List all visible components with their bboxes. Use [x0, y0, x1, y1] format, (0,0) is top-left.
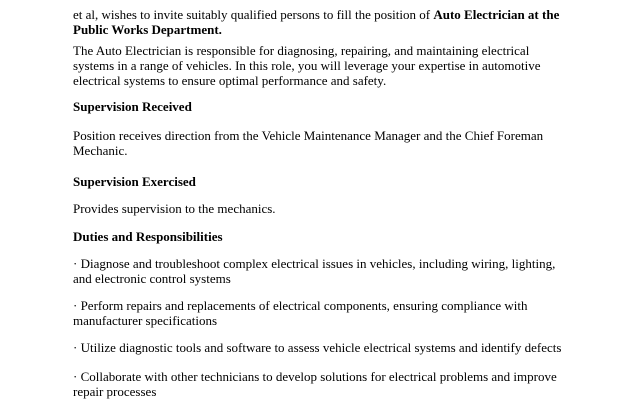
intro-paragraph — [73, 0, 563, 37]
summary-paragraph: The Auto Electrician is responsible for diagnosing, repairing, and maintaining electrical systems in a range of vehicles. In this role, you will leverage your expertise in automotive electrical systems to ensure optimal performance and safety. — [73, 43, 541, 88]
duty-item: · Diagnose and troubleshoot complex electrical issues in vehicles, including wiring, lighting, and electronic control systems — [73, 256, 556, 286]
duty-item: · Utilize diagnostic tools and software to assess vehicle electrical systems and identify defects — [73, 340, 562, 355]
intro-line-1-text: et al, wishes to invite suitably qualified persons to fill the position of — [73, 7, 434, 22]
supervision-exercised-text: Provides supervision to the mechanics. — [73, 201, 276, 216]
supervision-received-heading: Supervision Received — [73, 99, 192, 114]
intro-line-1 — [73, 7, 563, 22]
duty-item: · Perform repairs and replacements of electrical components, ensuring compliance with manufacturer specifications — [73, 298, 528, 328]
department-name: Public Works Department. — [73, 22, 222, 37]
supervision-exercised-heading: Supervision Exercised — [73, 174, 196, 189]
intro-line-0 — [73, 0, 563, 7]
supervision-received-text: Position receives direction from the Vehicle Maintenance Manager and the Chief Foreman Mechanic. — [73, 128, 544, 158]
position-title: Auto Electrician at the — [433, 7, 560, 22]
duties-heading: Duties and Responsibilities — [73, 229, 223, 244]
duty-item: · Collaborate with other technicians to develop solutions for electrical problems and improve repair processes — [73, 369, 557, 399]
